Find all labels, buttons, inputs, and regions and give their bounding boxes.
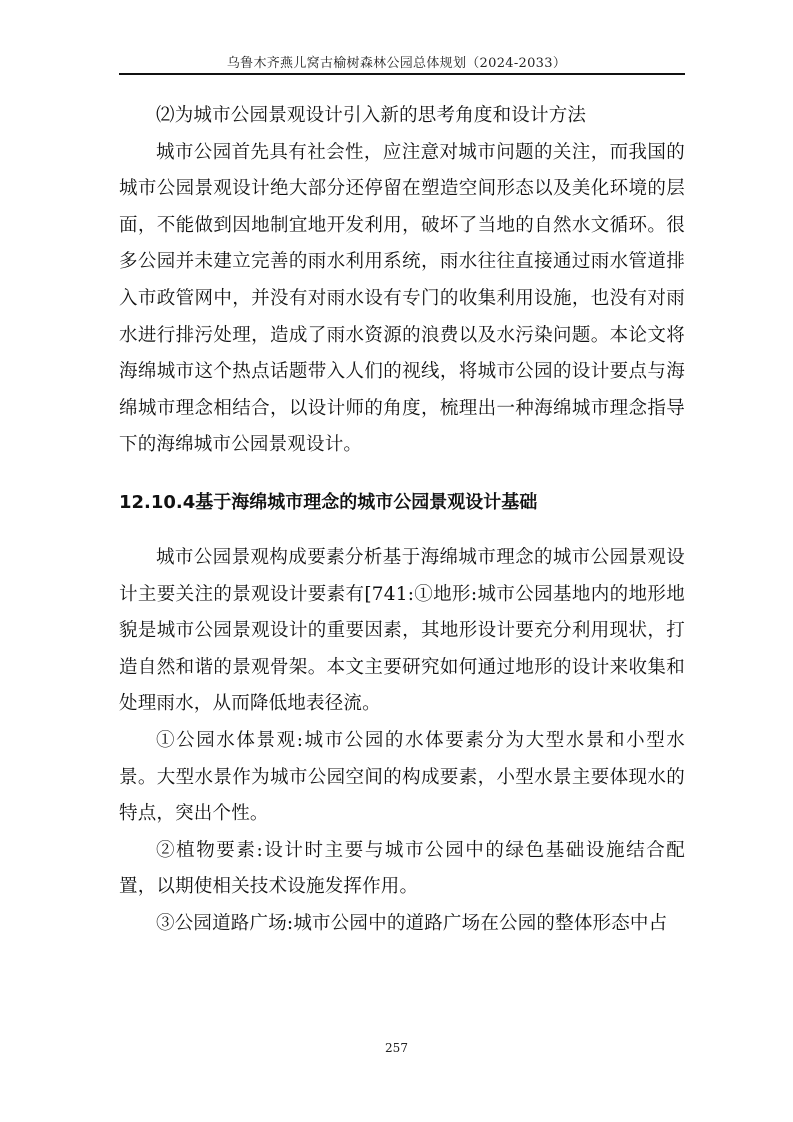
section-heading: 12.10.4基于海绵城市理念的城市公园景观设计基础 [119, 491, 538, 513]
body-paragraph-1: 城市公园首先具有社会性，应注意对城市问题的关注，而我国的城市公园景观设计绝大部分还停留在塑造空间形态以及美化环境的层面，不能做到因地制宜地开发利用，破坏了当地的自然水文循环。很多公园并未建立完善的雨水利用系统，雨水往往直接通过雨水管道排入市政管网中，并没有对雨水设有专门的收集利用设施，也没有对雨水进行排污处理，造成了雨水资源的浪费以及水污染问题。本论文将海绵城市这个热点话题带入人们的视线，将城市公园的设计要点与海绵城市理念相结合，以设计师的角度，梳理出一种海绵城市理念指导下的海绵城市公园景观设计。 [119, 141, 685, 456]
subheading-paragraph: ⑵为城市公园景观设计引入新的思考角度和设计方法 [156, 105, 587, 126]
page-body [119, 98, 685, 942]
body-paragraph-5: ③公园道路广场:城市公园中的道路广场在公园的整体形态中占 [156, 912, 668, 934]
page-header-title: 乌鲁木齐燕儿窝古榆树森林公园总体规划（2024-2033） [226, 56, 567, 71]
page-number: 257 [385, 1041, 408, 1055]
body-paragraph-4: ②植物要素:设计时主要与城市公园中的绿色基础设施结合配置，以期使相关技术设施发挥作用。 [119, 839, 685, 898]
body-paragraph-2: 城市公园景观构成要素分析基于海绵城市理念的城市公园景观设计主要关注的景观设计要素有[741:①地形:城市公园基地内的地形地貌是城市公园景观设计的重要因素，其地形设计要充分利用现状，打造自然和谐的景观骨架。本文主要研究如何通过地形的设计来收集和处理雨水，从而降低地表径流。 [119, 546, 685, 715]
body-paragraph-3: ①公园水体景观:城市公园的水体要素分为大型水景和小型水景。大型水景作为城市公园空间的构成要素，小型水景主要体现水的特点，突出个性。 [119, 729, 685, 825]
header-divider [119, 73, 685, 75]
